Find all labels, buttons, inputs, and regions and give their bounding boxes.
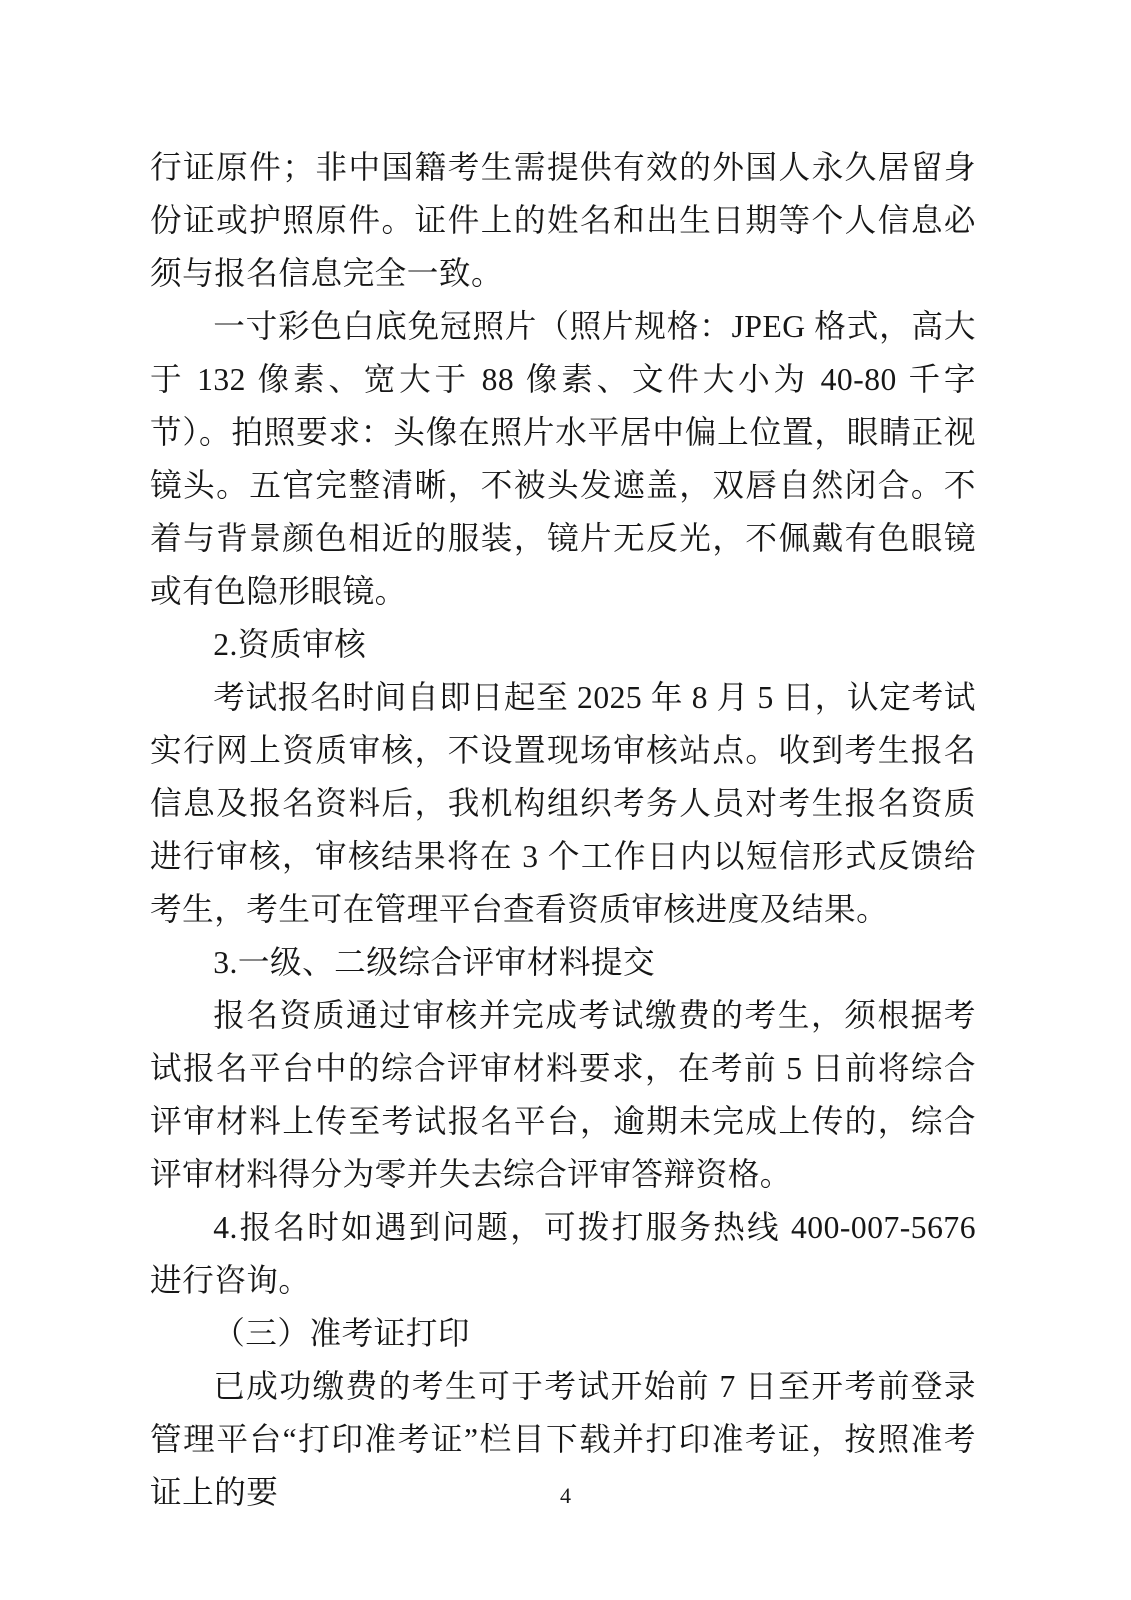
para-service-hotline: 4.报名时如遇到问题，可拨打服务热线 400-007-5676 进行咨询。 — [150, 1210, 976, 1298]
para-admission-ticket-detail: 已成功缴费的考生可于考试开始前 7 日至开考前登录管理平台“打印准考证”栏目下载并打印准考证，按照准考证上的要 — [150, 1369, 976, 1510]
page-number: 4 — [560, 1483, 571, 1508]
para-id-documents-continued: 行证原件；非中国籍考生需提供有效的外国人永久居留身份证或护照原件。证件上的姓名和出生日期等个人信息必须与报名信息完全一致。 — [150, 150, 976, 291]
para-material-submission-detail: 报名资质通过审核并完成考试缴费的考生，须根据考试报名平台中的综合评审材料要求，在考前 5 日前将综合评审材料上传至考试报名平台，逾期未完成上传的，综合评审材料得分为零并失去综合评审答辩资格。 — [150, 998, 976, 1192]
document-body — [150, 141, 976, 1519]
heading-material-submission: 3.一级、二级综合评审材料提交 — [213, 945, 656, 980]
para-photo-requirements: 一寸彩色白底免冠照片（照片规格：JPEG 格式，高大于 132 像素、宽大于 88 像素、文件大小为 40-80 千字节）。拍照要求：头像在照片水平居中偏上位置，眼睛正视镜头。五官完整清晰，不被头发遮盖，双唇自然闭合。不着与背景颜色相近的服装，镜片无反光，不佩戴有色眼镜或有色隐形眼镜。 — [150, 309, 976, 609]
heading-qualification-review: 2.资质审核 — [213, 627, 367, 662]
para-qualification-review-detail: 考试报名时间自即日起至 2025 年 8 月 5 日，认定考试实行网上资质审核，不设置现场审核站点。收到考生报名信息及报名资料后，我机构组织考务人员对考生报名资质进行审核，审核结果将在 3 个工作日内以短信形式反馈给考生，考生可在管理平台查看资质审核进度及结果。 — [150, 680, 976, 927]
heading-admission-ticket-print: （三）准考证打印 — [213, 1316, 470, 1351]
